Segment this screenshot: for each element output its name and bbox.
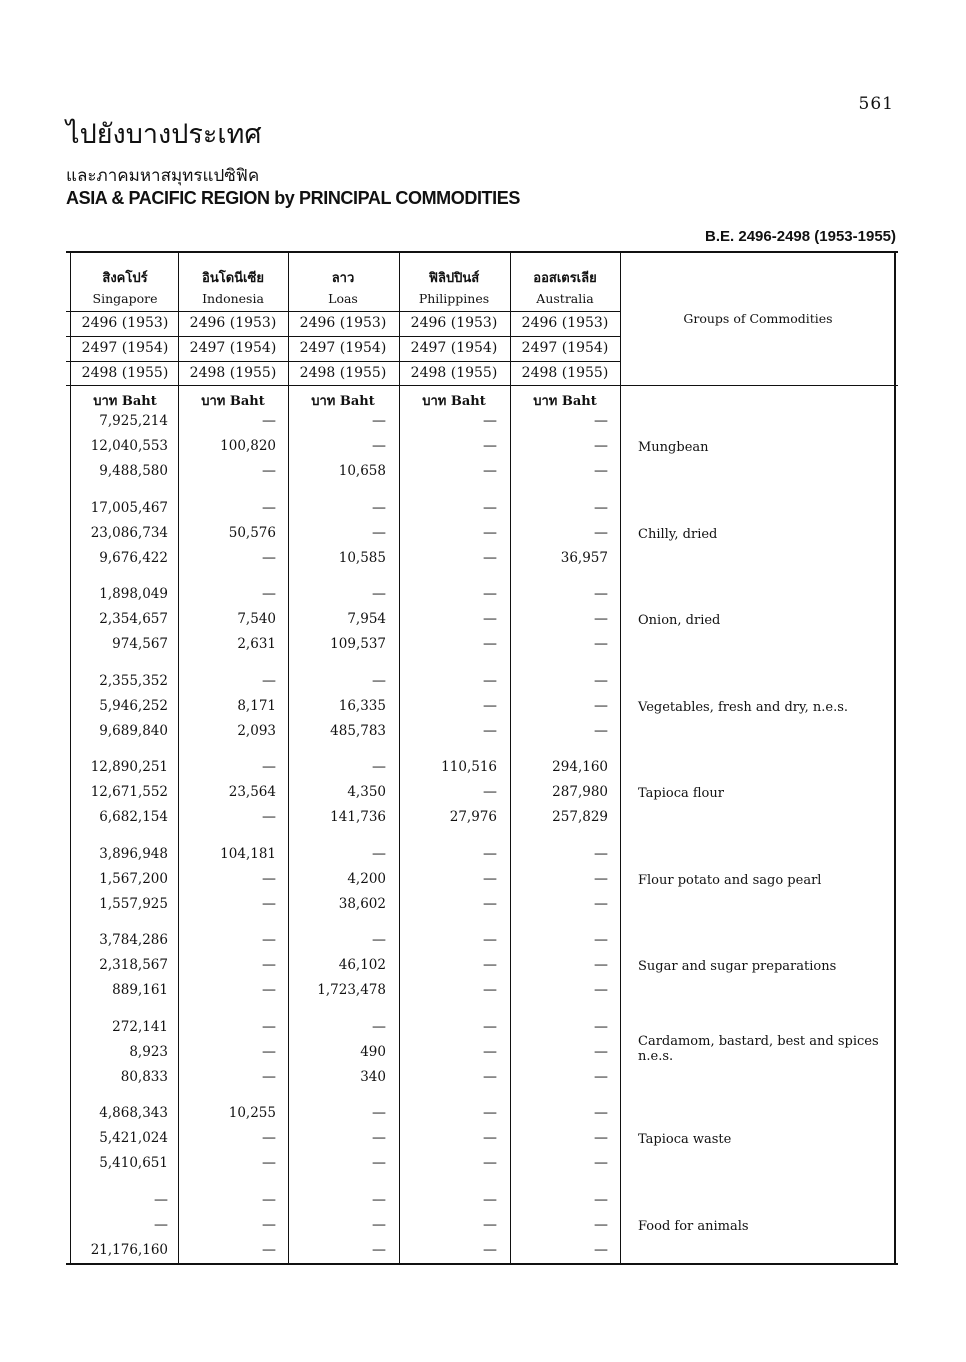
empty-value: — <box>262 549 276 566</box>
empty-value: — <box>483 549 497 566</box>
commodity-group-name: Sugar and sugar preparations <box>638 959 837 974</box>
value-cell: 5,946,252 <box>99 697 168 714</box>
value-cell: 889,161 <box>112 982 168 998</box>
value-cell: 340 <box>360 1068 386 1085</box>
value-cell: 3,784,286 <box>99 932 168 948</box>
empty-value: — <box>483 524 497 541</box>
empty-value: — <box>483 1241 497 1258</box>
value-cell: 38,602 <box>338 895 386 912</box>
empty-value: — <box>483 845 497 862</box>
empty-value: — <box>262 1018 276 1035</box>
empty-value: — <box>154 1216 168 1233</box>
empty-value: — <box>594 845 608 862</box>
value-cell: 2,354,657 <box>99 611 168 627</box>
empty-value: — <box>262 1068 276 1085</box>
empty-value: — <box>594 499 608 516</box>
empty-value: — <box>483 870 497 887</box>
unit-label: บาท Baht <box>533 394 597 409</box>
year-label: 2497 (1954) <box>521 340 609 356</box>
empty-value: — <box>594 982 608 998</box>
value-cell: 7,925,214 <box>99 413 168 429</box>
value-cell: 1,898,049 <box>99 586 168 602</box>
empty-value: — <box>154 1191 168 1208</box>
value-cell: 272,141 <box>112 1018 168 1035</box>
empty-value: — <box>483 672 497 689</box>
value-cell: 9,676,422 <box>99 549 168 566</box>
empty-value: — <box>262 1130 276 1146</box>
empty-value: — <box>594 697 608 714</box>
table-rule <box>66 361 620 362</box>
value-cell: 2,318,567 <box>99 957 168 973</box>
year-label: 2498 (1955) <box>521 365 609 381</box>
empty-value: — <box>483 932 497 948</box>
value-cell: 110,516 <box>441 759 497 775</box>
value-cell: 1,557,925 <box>99 895 168 912</box>
table-rule <box>894 253 896 1263</box>
empty-value: — <box>483 982 497 998</box>
empty-value: — <box>372 759 386 775</box>
commodity-group-name: Food for animals <box>638 1218 749 1234</box>
empty-value: — <box>372 1216 386 1233</box>
table-rule <box>66 311 620 312</box>
empty-value: — <box>262 586 276 602</box>
empty-value: — <box>372 438 386 454</box>
empty-value: — <box>483 957 497 973</box>
empty-value: — <box>372 524 386 541</box>
year-label: 2497 (1954) <box>299 340 387 356</box>
empty-value: — <box>483 438 497 454</box>
empty-value: — <box>483 1018 497 1035</box>
unit-label: บาท Baht <box>93 394 157 409</box>
empty-value: — <box>262 1043 276 1060</box>
empty-value: — <box>483 636 497 652</box>
groups-header: Groups of Commodities <box>683 311 833 326</box>
empty-value: — <box>594 438 608 454</box>
empty-value: — <box>594 932 608 948</box>
empty-value: — <box>483 1043 497 1060</box>
value-cell: 1,567,200 <box>99 870 168 887</box>
year-label: 2497 (1954) <box>189 340 277 356</box>
value-cell: 2,631 <box>237 636 276 652</box>
unit-label: บาท Baht <box>311 394 375 409</box>
value-cell: 2,093 <box>237 722 276 739</box>
empty-value: — <box>262 1216 276 1233</box>
empty-value: — <box>262 932 276 948</box>
value-cell: 10,585 <box>338 549 386 566</box>
empty-value: — <box>483 1216 497 1233</box>
value-cell: 3,896,948 <box>99 845 168 862</box>
empty-value: — <box>262 1191 276 1208</box>
empty-value: — <box>372 1191 386 1208</box>
commodity-group-name: Tapioca flour <box>638 786 724 801</box>
table-rule <box>66 385 898 386</box>
country-name: Australia <box>536 291 594 306</box>
value-cell: 109,537 <box>330 636 386 652</box>
empty-value: — <box>483 463 497 479</box>
empty-value: — <box>372 672 386 689</box>
empty-value: — <box>262 957 276 973</box>
empty-value: — <box>372 1105 386 1121</box>
year-label: 2497 (1954) <box>410 340 498 356</box>
value-cell: 23,086,734 <box>90 524 168 541</box>
value-cell: 974,567 <box>112 636 168 652</box>
empty-value: — <box>594 524 608 541</box>
commodity-group-name: Flour potato and sago pearl <box>638 872 822 888</box>
value-cell: 7,540 <box>237 611 276 627</box>
value-cell: 80,833 <box>120 1068 168 1085</box>
year-label: 2496 (1953) <box>81 315 169 331</box>
empty-value: — <box>483 499 497 516</box>
value-cell: 17,005,467 <box>90 499 168 516</box>
unit-label: บาท Baht <box>201 394 265 409</box>
year-label: 2497 (1954) <box>81 340 169 356</box>
commodity-group-name: Chilly, dried <box>638 526 718 542</box>
empty-value: — <box>594 957 608 973</box>
empty-value: — <box>594 1216 608 1233</box>
value-cell: 9,488,580 <box>99 463 168 479</box>
year-label: 2498 (1955) <box>81 365 169 381</box>
value-cell: 287,980 <box>552 784 608 800</box>
table-rule <box>66 336 620 337</box>
empty-value: — <box>594 611 608 627</box>
value-cell: 4,200 <box>347 870 386 887</box>
year-label: 2496 (1953) <box>299 315 387 331</box>
empty-value: — <box>483 784 497 800</box>
empty-value: — <box>262 672 276 689</box>
country-name-thai: สิงคโปร์ <box>102 271 148 286</box>
value-cell: 50,576 <box>228 524 276 541</box>
empty-value: — <box>372 1241 386 1258</box>
value-cell: 4,350 <box>347 784 386 800</box>
value-cell: 36,957 <box>560 549 608 566</box>
empty-value: — <box>594 1068 608 1085</box>
commodity-group-name: Onion, dried <box>638 613 721 628</box>
empty-value: — <box>262 413 276 429</box>
empty-value: — <box>262 982 276 998</box>
empty-value: — <box>372 413 386 429</box>
year-label: 2496 (1953) <box>189 315 277 331</box>
country-name-thai: ลาว <box>331 271 355 286</box>
empty-value: — <box>483 1130 497 1146</box>
empty-value: — <box>594 463 608 479</box>
value-cell: 257,829 <box>552 809 608 825</box>
empty-value: — <box>594 1018 608 1035</box>
commodity-group-name: Cardamom, bastard, best and spices n.e.s. <box>638 1033 879 1064</box>
empty-value: — <box>594 1241 608 1258</box>
period-label: B.E. 2496-2498 (1953-1955) <box>705 228 896 245</box>
value-cell: 12,890,251 <box>90 759 168 775</box>
empty-value: — <box>594 1130 608 1146</box>
value-cell: 7,954 <box>347 611 386 627</box>
value-cell: 21,176,160 <box>90 1241 168 1258</box>
empty-value: — <box>594 722 608 739</box>
empty-value: — <box>483 413 497 429</box>
empty-value: — <box>594 1191 608 1208</box>
value-cell: 10,658 <box>338 463 386 479</box>
year-label: 2498 (1955) <box>189 365 277 381</box>
empty-value: — <box>483 586 497 602</box>
value-cell: 8,171 <box>237 697 276 714</box>
empty-value: — <box>372 1018 386 1035</box>
empty-value: — <box>594 636 608 652</box>
value-cell: 12,040,553 <box>90 438 168 454</box>
page-title-thai: ไปยังบางประเทศ <box>66 119 262 150</box>
empty-value: — <box>483 611 497 627</box>
empty-value: — <box>262 1155 276 1171</box>
country-name: Indonesia <box>202 291 264 306</box>
empty-value: — <box>594 1155 608 1171</box>
year-label: 2498 (1955) <box>299 365 387 381</box>
page-number: 561 <box>858 94 894 114</box>
empty-value: — <box>594 1043 608 1060</box>
commodity-group-name: Vegetables, fresh and dry, n.e.s. <box>638 699 849 715</box>
value-cell: 10,255 <box>228 1105 276 1121</box>
empty-value: — <box>262 759 276 775</box>
empty-value: — <box>483 1155 497 1171</box>
value-cell: 104,181 <box>220 845 276 862</box>
empty-value: — <box>483 895 497 912</box>
country-name: Singapore <box>92 291 158 306</box>
value-cell: 2,355,352 <box>99 672 168 689</box>
value-cell: 8,923 <box>129 1043 168 1060</box>
empty-value: — <box>594 1105 608 1121</box>
value-cell: 23,564 <box>228 784 276 800</box>
year-label: 2498 (1955) <box>410 365 498 381</box>
empty-value: — <box>483 1068 497 1085</box>
value-cell: 12,671,552 <box>90 784 168 800</box>
empty-value: — <box>372 499 386 516</box>
commodity-group-name: Mungbean <box>638 440 709 455</box>
empty-value: — <box>262 1241 276 1258</box>
value-cell: 5,410,651 <box>99 1155 168 1171</box>
empty-value: — <box>594 870 608 887</box>
empty-value: — <box>594 413 608 429</box>
value-cell: 490 <box>360 1043 386 1060</box>
empty-value: — <box>483 1191 497 1208</box>
value-cell: 100,820 <box>220 438 276 454</box>
empty-value: — <box>372 1130 386 1146</box>
value-cell: 1,723,478 <box>317 982 386 998</box>
empty-value: — <box>262 870 276 887</box>
year-label: 2496 (1953) <box>521 315 609 331</box>
empty-value: — <box>594 586 608 602</box>
country-name-thai: ออสเตรเลีย <box>533 271 597 286</box>
year-label: 2496 (1953) <box>410 315 498 331</box>
empty-value: — <box>262 499 276 516</box>
empty-value: — <box>372 845 386 862</box>
empty-value: — <box>372 1155 386 1171</box>
value-cell: 141,736 <box>330 809 386 825</box>
empty-value: — <box>262 809 276 825</box>
page-title: ASIA & PACIFIC REGION by PRINCIPAL COMMODITIES <box>66 188 520 208</box>
value-cell: 6,682,154 <box>99 809 168 825</box>
value-cell: 16,335 <box>338 697 386 714</box>
commodities-table <box>66 251 898 1265</box>
empty-value: — <box>483 722 497 739</box>
commodity-group-name: Tapioca waste <box>638 1132 732 1147</box>
value-cell: 5,421,024 <box>99 1130 168 1146</box>
country-name: Philippines <box>418 291 490 306</box>
value-cell: 294,160 <box>552 759 608 775</box>
country-name-thai: อินโดนีเซีย <box>202 271 264 286</box>
value-cell: 485,783 <box>330 722 386 739</box>
table-rule <box>620 253 621 1263</box>
empty-value: — <box>594 672 608 689</box>
value-cell: 27,976 <box>449 809 497 825</box>
empty-value: — <box>594 895 608 912</box>
empty-value: — <box>262 895 276 912</box>
empty-value: — <box>372 586 386 602</box>
country-name-thai: ฟิลิปปินส์ <box>428 271 480 286</box>
page-subtitle-thai: และภาคมหาสมุทรแปซิฟิค <box>66 166 260 186</box>
country-name: Loas <box>328 291 358 306</box>
empty-value: — <box>372 932 386 948</box>
value-cell: 4,868,343 <box>99 1105 168 1121</box>
value-cell: 46,102 <box>338 957 386 973</box>
empty-value: — <box>262 463 276 479</box>
empty-value: — <box>483 1105 497 1121</box>
empty-value: — <box>483 697 497 714</box>
value-cell: 9,689,840 <box>99 722 168 739</box>
unit-label: บาท Baht <box>422 394 486 409</box>
